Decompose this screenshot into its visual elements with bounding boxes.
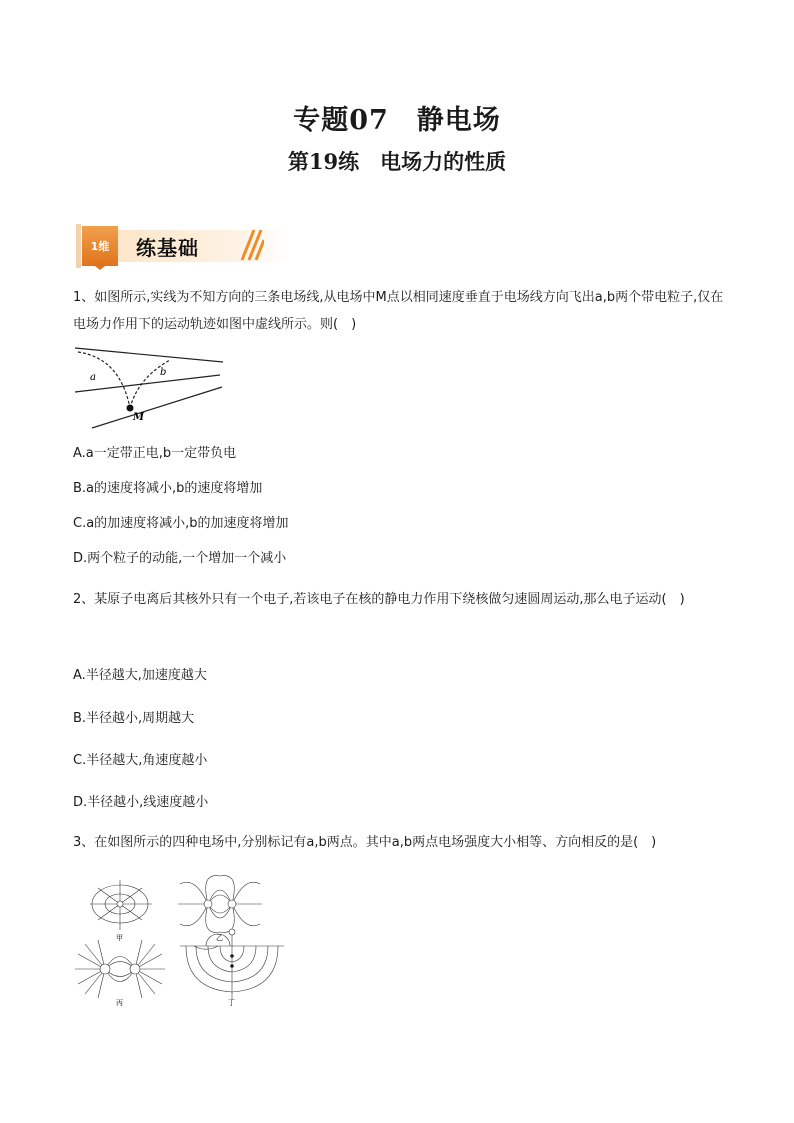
figure-label-m: M (133, 412, 145, 423)
q1-option-c: C.a的加速度将减小,b的加速度将增加 (73, 516, 289, 531)
field-diagram-yi (178, 876, 262, 933)
q2-option-c: C.半径越大,角速度越小 (73, 753, 208, 768)
figure-label-bing: 丙 (116, 999, 123, 1006)
figure-label-jia: 甲 (116, 934, 123, 942)
field-diagram-ding (180, 929, 284, 1000)
page-title: 专题07 静电场 (293, 105, 501, 136)
field-diagram-bing (75, 940, 165, 998)
figure-label-ding: 丁 (228, 999, 235, 1006)
q1-option-d: D.两个粒子的动能,一个增加一个减小 (73, 551, 287, 566)
question-3-stem: 3、在如图所示的四种电场中,分别标记有a,b两点。其中a,b两点电场强度大小相等、方向相反的是( ) (73, 835, 657, 850)
page-subtitle: 第19练 电场力的性质 (287, 149, 507, 174)
q1-option-b: B.a的速度将减小,b的速度将增加 (73, 481, 263, 496)
field-diagram-jia (90, 880, 152, 930)
figure-label-a: a (90, 372, 96, 383)
section-banner (76, 224, 266, 270)
question-1-stem: 1、如图所示,实线为不知方向的三条电场线,从电场中M点以相同速度垂直于电场线方向飞出a,b两个带电粒子,仅在电场力作用下的运动轨迹如图中虚线所示。则( ) (73, 290, 724, 332)
q1-option-a: A.a一定带正电,b一定带负电 (73, 446, 237, 461)
figure-label-b: b (160, 367, 167, 378)
slash-decoration-icon (234, 228, 264, 262)
section-tag: 1维 (82, 226, 118, 266)
question-2-stem: 2、某原子电离后其核外只有一个电子,若该电子在核的静电力作用下绕核做匀速圆周运动,那么电子运动( ) (73, 592, 685, 607)
section-label: 练基础 (136, 236, 199, 260)
section-tag-tail (90, 262, 110, 270)
q2-option-a: A.半径越大,加速度越大 (73, 668, 207, 683)
question-1-figure (70, 342, 230, 432)
figure-label-yi: 乙 (216, 934, 223, 942)
q2-option-d: D.半径越小,线速度越小 (73, 795, 209, 810)
question-3-figure (70, 874, 290, 1006)
q2-option-b: B.半径越小,周期越大 (73, 711, 195, 726)
banner-stripe (76, 224, 81, 268)
